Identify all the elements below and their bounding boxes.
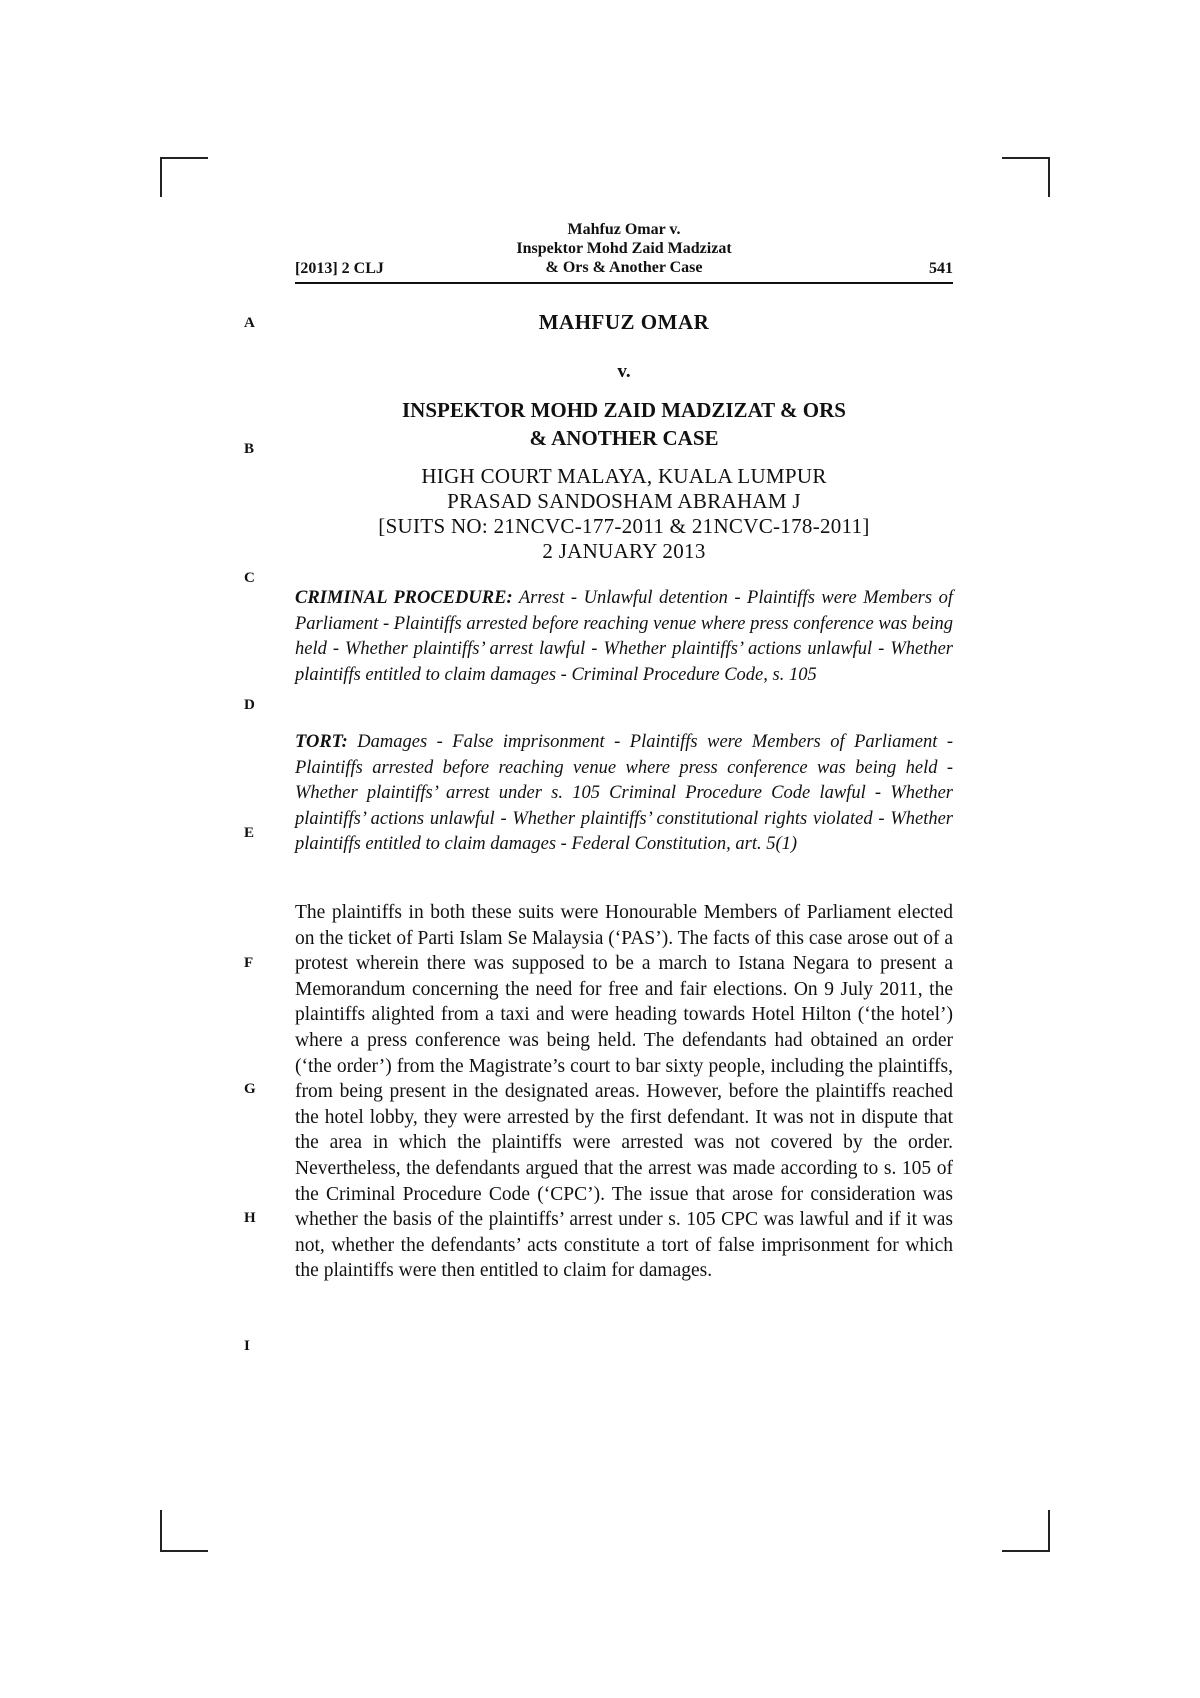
header-line: Inspektor Mohd Zaid Madzizat bbox=[516, 240, 732, 257]
margin-letter-f: F bbox=[244, 955, 254, 971]
header-page-number: 541 bbox=[929, 260, 953, 277]
suit-numbers: [SUITS NO: 21NCVC-177-2011 & 21NCVC-178-2011] bbox=[378, 514, 870, 538]
judge-name: PRASAD SANDOSHAM ABRAHAM J bbox=[447, 489, 801, 513]
defendant-line: INSPEKTOR MOHD ZAID MADZIZAT & ORS bbox=[402, 398, 846, 422]
margin-letter-d: D bbox=[244, 697, 255, 713]
header-line: & Ors & Another Case bbox=[545, 259, 703, 276]
catchword-label: CRIMINAL PROCEDURE: bbox=[295, 588, 513, 608]
margin-letter-c: C bbox=[244, 570, 255, 586]
catchword-label: TORT: bbox=[295, 732, 348, 752]
case-party-defendant bbox=[295, 396, 953, 452]
court-details bbox=[295, 464, 953, 564]
header-line: Mahfuz Omar v. bbox=[567, 221, 681, 238]
header-case-name bbox=[295, 220, 953, 277]
catchword-text: Arrest - Unlawful detention - Plaintiffs were Members of Parliament - Plaintiffs arrested before reaching venue where press conference was being held - Whether plaintiffs’ arrest lawful - Whether plaintiffs’ actions unlawful - Whether plaintiffs entitled to claim damages - Criminal Procedure Code, s. 105 bbox=[295, 588, 953, 685]
crop-mark-bottom-left bbox=[160, 1510, 208, 1552]
defendant-line: & ANOTHER CASE bbox=[529, 426, 719, 450]
header-citation: [2013] 2 CLJ bbox=[295, 260, 384, 277]
crop-mark-bottom-right bbox=[1002, 1510, 1050, 1552]
headnote-facts-paragraph: The plaintiffs in both these suits were Honourable Members of Parliament elected on the ticket of Parti Islam Se Malaysia (‘PAS’). The facts of this case arose out of a protest wherein there was supposed to be a march to Istana Negara to present a Memorandum concerning the need for free and fair elections. On 9 July 2011, the plaintiffs alighted from a taxi and were heading towards Hotel Hilton (‘the hotel’) where a press conference was being held. The defendants had obtained an order (‘the order’) from the Magistrate’s court to bar sixty people, including the plaintiffs, from being present in the designated areas. However, before the plaintiffs reached the hotel lobby, they were arrested by the first defendant. It was not in dispute that the area in which the plaintiffs were arrested was not covered by the order. Nevertheless, the defendants argued that the arrest was made according to s. 105 of the Criminal Procedure Code (‘CPC’). The issue that arose for consideration was whether the basis of the plaintiffs’ arrest under s. 105 CPC was lawful and if it was not, whether the defendants’ acts constitute a tort of false imprisonment for which the plaintiffs were then entitled to claim for damages. bbox=[295, 902, 953, 1282]
catchword-tort bbox=[295, 730, 953, 858]
catchword-text: Damages - False imprisonment - Plaintiffs were Members of Parliament - Plaintiffs arrested before reaching venue where press conference was being held - Whether plaintiffs’ arrest under s. 105 Criminal Procedure Code lawful - Whether plaintiffs’ actions unlawful - Whether plaintiffs’ constitutional rights violated - Whether plaintiffs entitled to claim damages - Federal Constitution, art. 5(1) bbox=[295, 732, 953, 854]
margin-letter-g: G bbox=[244, 1081, 256, 1097]
case-versus: v. bbox=[617, 361, 631, 382]
margin-letter-a: A bbox=[244, 315, 255, 331]
margin-letter-b: B bbox=[244, 441, 255, 457]
case-party-plaintiff: MAHFUZ OMAR bbox=[538, 310, 710, 334]
margin-letter-i: I bbox=[244, 1338, 250, 1354]
crop-mark-top-left bbox=[160, 157, 208, 197]
crop-mark-top-right bbox=[1002, 157, 1050, 197]
court-name: HIGH COURT MALAYA, KUALA LUMPUR bbox=[421, 464, 827, 488]
running-header bbox=[295, 220, 953, 284]
judgment-date: 2 JANUARY 2013 bbox=[542, 539, 706, 563]
margin-letter-e: E bbox=[244, 825, 255, 841]
catchword-criminal-procedure bbox=[295, 586, 953, 688]
margin-letter-h: H bbox=[244, 1210, 256, 1226]
